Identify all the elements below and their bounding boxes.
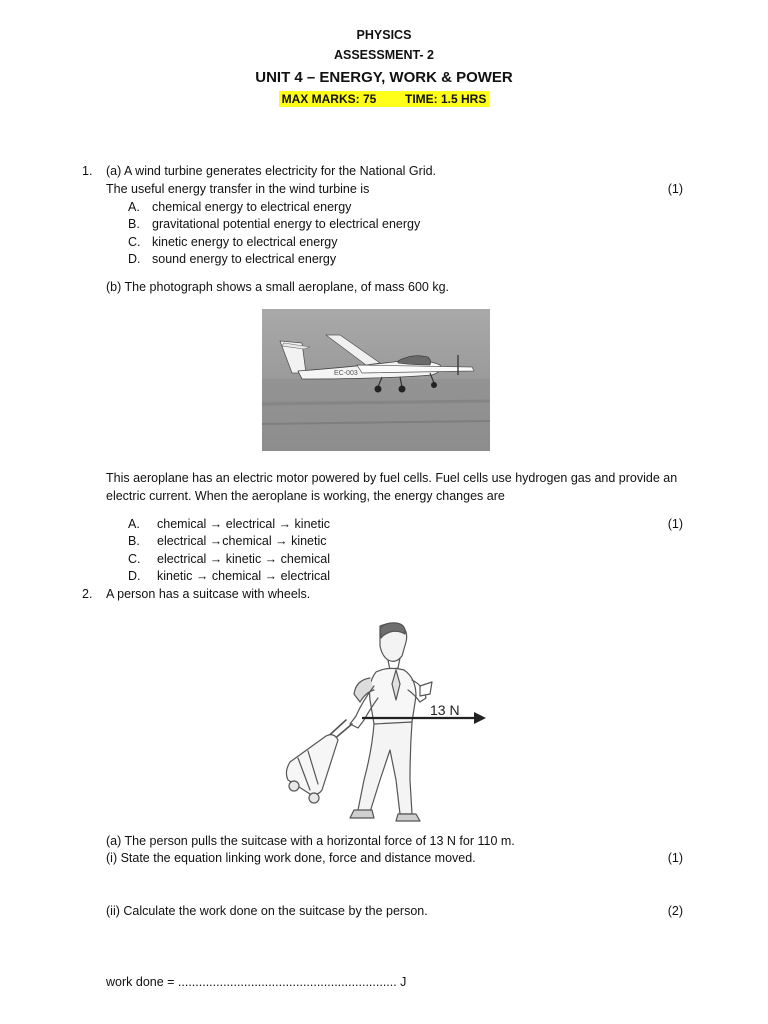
max-marks: MAX MARKS: 75 xyxy=(279,91,380,107)
q2a-line: (a) The person pulls the suitcase with a horizontal force of 13 N for 110 m. xyxy=(106,834,515,848)
q1a-line1: (a) A wind turbine generates electricity for the National Grid. xyxy=(106,164,437,178)
person-suitcase-illustration xyxy=(284,620,494,825)
q1a-option-letter: C. xyxy=(128,235,141,249)
q1a-marks: (1) xyxy=(667,182,683,196)
q1a-option-text: chemical energy to electrical energy xyxy=(152,200,352,214)
q1b-paragraph-line2: electric current. When the aeroplane is working, the energy changes are xyxy=(106,489,505,503)
subject-title: PHYSICS xyxy=(356,28,412,42)
q1b-option-letter: D. xyxy=(128,569,141,583)
q2aii-marks: (2) xyxy=(667,904,683,918)
q1a-option-text: kinetic energy to electrical energy xyxy=(152,235,338,249)
q1b-line: (b) The photograph shows a small aeroplane, of mass 600 kg. xyxy=(106,280,450,294)
person-suitcase-graphic xyxy=(284,620,494,825)
force-label: 13 N xyxy=(430,702,460,718)
q1b-option-text: kinetic → chemical → electrical xyxy=(157,569,330,583)
marks-time-line xyxy=(0,92,768,106)
q1b-option-letter: C. xyxy=(128,552,141,566)
q1b-option-text: electrical →chemical → kinetic xyxy=(157,534,327,548)
q1b-option-letter: B. xyxy=(128,534,140,548)
time-allowed: TIME: 1.5 HRS xyxy=(402,91,489,107)
q2-number: 2. xyxy=(82,587,93,601)
aeroplane-photo-graphic xyxy=(262,309,490,451)
q2ai-line: (i) State the equation linking work done, force and distance moved. xyxy=(106,851,476,865)
q1b-option-letter: A. xyxy=(128,517,140,531)
assessment-title: ASSESSMENT- 2 xyxy=(333,48,435,62)
aeroplane-registration: EC-003 xyxy=(334,370,358,377)
q1b-option-text: electrical → kinetic → chemical xyxy=(157,552,330,566)
q1b-paragraph-line1: This aeroplane has an electric motor powered by fuel cells. Fuel cells use hydrogen gas and provide an xyxy=(106,471,678,485)
work-done-answer-line: work done = ............................................................... J xyxy=(106,975,407,989)
force-arrow-head xyxy=(474,712,486,724)
q1-number: 1. xyxy=(82,164,93,178)
q1b-marks: (1) xyxy=(667,517,683,531)
aeroplane-photo xyxy=(262,309,490,451)
q1a-option-text: gravitational potential energy to electrical energy xyxy=(152,217,421,231)
q1a-option-letter: D. xyxy=(128,252,141,266)
q2aii-line: (ii) Calculate the work done on the suitcase by the person. xyxy=(106,904,428,918)
q2-intro: A person has a suitcase with wheels. xyxy=(106,587,311,601)
q1a-option-text: sound energy to electrical energy xyxy=(152,252,337,266)
unit-title: UNIT 4 – ENERGY, WORK & POWER xyxy=(255,69,513,86)
q1a-line2: The useful energy transfer in the wind turbine is xyxy=(106,182,370,196)
time-gap xyxy=(379,91,402,107)
q1a-option-letter: A. xyxy=(128,200,140,214)
q1b-option-text: chemical → electrical → kinetic xyxy=(157,517,330,531)
q1a-option-letter: B. xyxy=(128,217,140,231)
q2ai-marks: (1) xyxy=(667,851,683,865)
